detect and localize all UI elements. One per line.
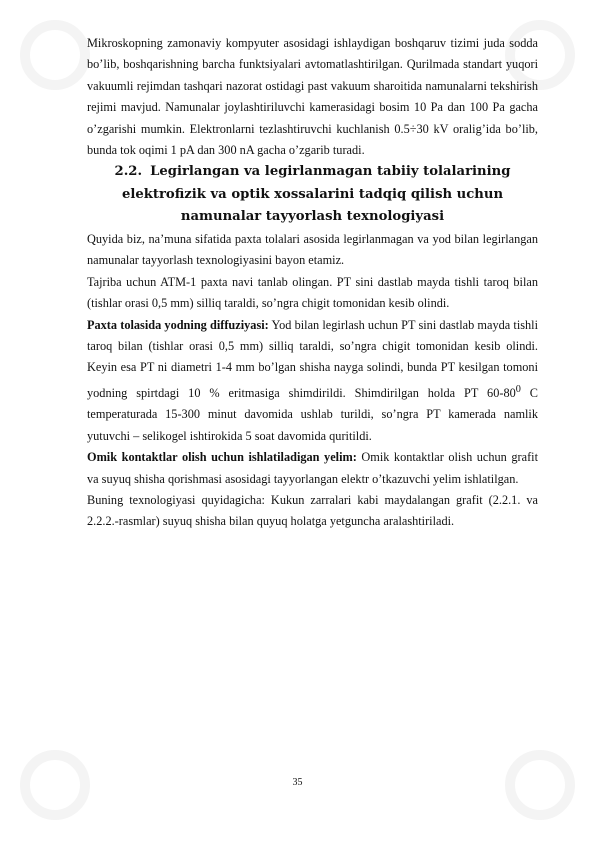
section-heading	[87, 161, 538, 229]
paragraph-text: Yod bilan legirlash uchun PT sini dastlab mayda tishli taroq bilan (tishlar orasi 0,5 mm) silliq taraldi, so’ngra chigit tomonidan kesib olindi. Keyin esa PT ni diametri 1-4 mm bo’lgan shisha nayga solindi, bunda PT kesilgan tomoni yodning spirtdagi 10 % eritmasiga shimdirildi. Shimdirilgan holda PT 60-80	[87, 317, 539, 400]
section-number: 2.2.	[114, 164, 143, 180]
paragraph-lead: Paxta tolasida yodning diffuziyasi:	[87, 317, 269, 332]
paragraph-lead: Omik kontaktlar olish uchun ishlatiladigan yelim:	[87, 450, 357, 465]
paragraph-ohmic-contacts	[87, 447, 538, 490]
paragraph-technology: Buning texnologiyasi quyidagicha: Kukun zarralari kabi maydalangan grafit (2.2.1. va 2.2.2.-rasmlar) suyuq shisha bilan quyuq holatga yetguncha aralashtiriladi.	[87, 492, 538, 529]
paragraph-text: Omik kontaktlar olish uchun grafit va suyuq shisha qorishmasi asosidagi tayyorlangan elektr o’tkazuvchi yelim ishlatilgan.	[87, 450, 538, 486]
paragraph-experiment: Tajriba uchun ATM-1 paxta navi tanlab olingan. PT sini dastlab mayda tishli taroq bilan (tishlar orasi 0,5 mm) silliq taraldi, so’ngra chigit tomonidan kesib olindi.	[87, 274, 538, 311]
paragraph-intro: Quyida biz, na’muna sifatida paxta tolalari asosida legirlanmagan va yod bilan legirlangan namunalar tayyorlash texnologiyasini bayon etamiz.	[87, 231, 538, 268]
paragraph-microscope: Mikroskopning zamonaviy kompyuter asosidagi ishlaydigan boshqaruv tizimi juda sodda bo’lib, boshqarishning barcha funktsiyalari avtomatlashtirilgan. Qurilmada standart yuqori vakuumli rejimdan tashqari nazorat ostidagi past vakuum sharoitida namunalarni tekshirish rejimi mavjud. Namunalar joylashtiriluvchi kamerasidagi bosim 10 Pa dan 100 Pa gacha o’zgarishi mumkin. Elektronlarni tezlashtiruvchi kuchlanish 0.5÷30 kV oralig’ida bo’lib, bunda tok oqimi 1 pA dan 300 nA gacha o’zgarib turadi.	[87, 36, 538, 158]
page-number: 35	[292, 777, 303, 788]
watermark-circle	[20, 20, 90, 90]
paragraph-iodine-diffusion	[87, 315, 538, 448]
section-title: Legirlangan va legirlanmagan tabiiy tolalarining elektrofizik va optik xossalarini tadqiq qilish uchun namunalar tayyorlash texnologiyasi	[121, 164, 511, 225]
degree-superscript: 0	[515, 383, 521, 395]
document-body	[87, 33, 538, 533]
paragraph-text: C temperaturada 15-300 minut davomida ushlab turildi, so’ngra PT kamerada namlik yutuvchi – selikogel ishtirokida 5 soat davomida quritildi.	[87, 385, 538, 443]
